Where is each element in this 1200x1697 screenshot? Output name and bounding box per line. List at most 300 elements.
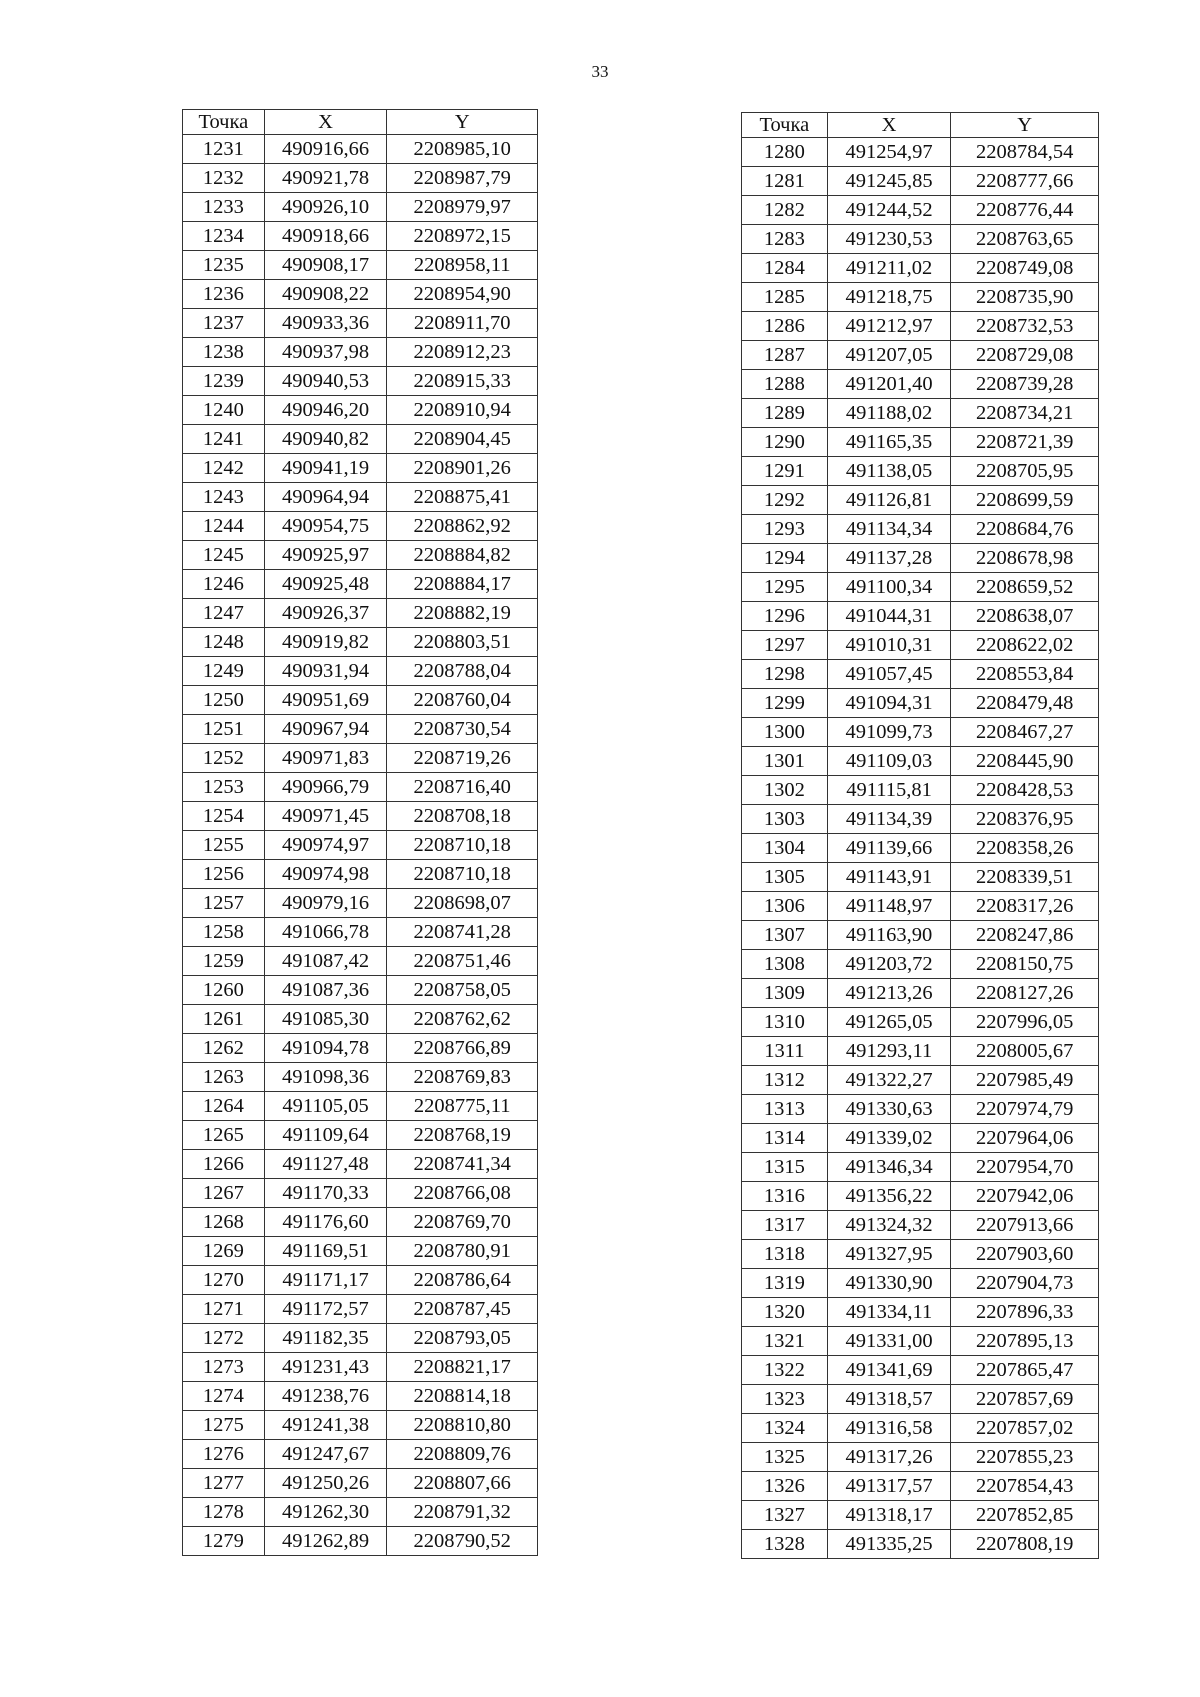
cell-x: 491318,17 [827,1501,951,1530]
cell-y: 2208791,32 [387,1498,538,1527]
cell-x: 490921,78 [264,164,387,193]
table-row [742,167,1099,196]
table-row [742,1443,1099,1472]
cell-y: 2208719,26 [387,744,538,773]
cell-y: 2207942,06 [951,1182,1099,1211]
cell-y: 2208958,11 [387,251,538,280]
cell-x: 491010,31 [827,631,951,660]
cell-point: 1253 [183,773,265,802]
table-row [183,1527,538,1556]
cell-y: 2208317,26 [951,892,1099,921]
cell-x: 491044,31 [827,602,951,631]
cell-point: 1231 [183,135,265,164]
table-row [183,657,538,686]
cell-x: 490941,19 [264,454,387,483]
cell-point: 1320 [742,1298,828,1327]
cell-y: 2208788,04 [387,657,538,686]
cell-point: 1271 [183,1295,265,1324]
cell-point: 1277 [183,1469,265,1498]
cell-point: 1237 [183,309,265,338]
cell-y: 2208684,76 [951,515,1099,544]
cell-point: 1311 [742,1037,828,1066]
cell-x: 491262,89 [264,1527,387,1556]
cell-point: 1244 [183,512,265,541]
cell-x: 490919,82 [264,628,387,657]
cell-point: 1302 [742,776,828,805]
cell-y: 2208972,15 [387,222,538,251]
cell-x: 490979,16 [264,889,387,918]
table-row [183,918,538,947]
table-row [742,892,1099,921]
cell-point: 1286 [742,312,828,341]
cell-y: 2207996,05 [951,1008,1099,1037]
table-row [742,805,1099,834]
cell-point: 1278 [183,1498,265,1527]
cell-x: 491241,38 [264,1411,387,1440]
cell-point: 1267 [183,1179,265,1208]
table-row [742,1037,1099,1066]
cell-x: 491245,85 [827,167,951,196]
table-row [183,976,538,1005]
cell-x: 491143,91 [827,863,951,892]
cell-point: 1265 [183,1121,265,1150]
cell-y: 2207913,66 [951,1211,1099,1240]
cell-x: 491137,28 [827,544,951,573]
cell-x: 491169,51 [264,1237,387,1266]
cell-x: 491109,64 [264,1121,387,1150]
cell-y: 2208901,26 [387,454,538,483]
table-row [742,254,1099,283]
cell-x: 490925,48 [264,570,387,599]
cell-x: 491100,34 [827,573,951,602]
cell-x: 491212,97 [827,312,951,341]
table-row [183,512,538,541]
table-row [742,138,1099,167]
cell-x: 491327,95 [827,1240,951,1269]
cell-y: 2208638,07 [951,602,1099,631]
cell-y: 2207865,47 [951,1356,1099,1385]
cell-point: 1259 [183,947,265,976]
cell-y: 2208875,41 [387,483,538,512]
cell-point: 1292 [742,486,828,515]
cell-point: 1288 [742,370,828,399]
cell-y: 2207854,43 [951,1472,1099,1501]
table-row [183,1295,538,1324]
cell-y: 2208912,23 [387,338,538,367]
cell-y: 2208467,27 [951,718,1099,747]
cell-y: 2208769,83 [387,1063,538,1092]
cell-x: 490951,69 [264,686,387,715]
cell-point: 1240 [183,396,265,425]
table-row [183,280,538,309]
cell-y: 2208766,89 [387,1034,538,1063]
cell-x: 491188,02 [827,399,951,428]
cell-y: 2207985,49 [951,1066,1099,1095]
cell-point: 1258 [183,918,265,947]
cell-y: 2208884,82 [387,541,538,570]
cell-point: 1251 [183,715,265,744]
table-row [742,979,1099,1008]
table-row [742,863,1099,892]
cell-y: 2208678,98 [951,544,1099,573]
cell-x: 490971,45 [264,802,387,831]
cell-point: 1299 [742,689,828,718]
cell-point: 1266 [183,1150,265,1179]
cell-y: 2208247,86 [951,921,1099,950]
cell-y: 2207896,33 [951,1298,1099,1327]
table-row [183,802,538,831]
cell-x: 491339,02 [827,1124,951,1153]
cell-point: 1303 [742,805,828,834]
cell-point: 1241 [183,425,265,454]
cell-x: 490967,94 [264,715,387,744]
cell-y: 2208734,21 [951,399,1099,428]
table-row [742,1124,1099,1153]
table-row [183,1005,538,1034]
coordinates-table-right [741,112,1099,1559]
cell-y: 2208911,70 [387,309,538,338]
cell-y: 2208807,66 [387,1469,538,1498]
cell-point: 1301 [742,747,828,776]
cell-y: 2208985,10 [387,135,538,164]
cell-point: 1262 [183,1034,265,1063]
cell-point: 1325 [742,1443,828,1472]
table-row [742,660,1099,689]
table-row [183,889,538,918]
table-row [183,1498,538,1527]
table-row [183,773,538,802]
table-row [742,1095,1099,1124]
cell-y: 2208810,80 [387,1411,538,1440]
cell-x: 490933,36 [264,309,387,338]
cell-y: 2208749,08 [951,254,1099,283]
header-y: Y [387,110,538,135]
table-row [742,1066,1099,1095]
cell-x: 491115,81 [827,776,951,805]
cell-x: 491330,63 [827,1095,951,1124]
cell-point: 1250 [183,686,265,715]
cell-x: 491094,78 [264,1034,387,1063]
cell-x: 490974,97 [264,831,387,860]
table-row [742,718,1099,747]
cell-y: 2208127,26 [951,979,1099,1008]
cell-point: 1248 [183,628,265,657]
table-row [742,283,1099,312]
cell-x: 491318,57 [827,1385,951,1414]
cell-y: 2208005,67 [951,1037,1099,1066]
cell-y: 2208762,62 [387,1005,538,1034]
cell-point: 1239 [183,367,265,396]
header-x: X [827,113,951,138]
cell-point: 1287 [742,341,828,370]
table-row [183,367,538,396]
cell-y: 2207855,23 [951,1443,1099,1472]
cell-x: 491201,40 [827,370,951,399]
table-row [183,1121,538,1150]
table-row [183,1208,538,1237]
cell-x: 491254,97 [827,138,951,167]
cell-point: 1315 [742,1153,828,1182]
cell-y: 2207904,73 [951,1269,1099,1298]
cell-point: 1274 [183,1382,265,1411]
cell-y: 2208698,07 [387,889,538,918]
table-row [183,715,538,744]
cell-x: 491105,05 [264,1092,387,1121]
cell-y: 2207808,19 [951,1530,1099,1559]
cell-x: 491172,57 [264,1295,387,1324]
cell-point: 1245 [183,541,265,570]
cell-point: 1284 [742,254,828,283]
cell-point: 1304 [742,834,828,863]
cell-point: 1255 [183,831,265,860]
table-row [742,921,1099,950]
cell-y: 2208705,95 [951,457,1099,486]
cell-point: 1300 [742,718,828,747]
table-row [183,686,538,715]
cell-x: 491317,26 [827,1443,951,1472]
cell-x: 491163,90 [827,921,951,950]
table-row [742,196,1099,225]
cell-x: 491335,25 [827,1530,951,1559]
cell-y: 2208803,51 [387,628,538,657]
cell-y: 2208659,52 [951,573,1099,602]
cell-x: 491085,30 [264,1005,387,1034]
cell-x: 491182,35 [264,1324,387,1353]
cell-point: 1322 [742,1356,828,1385]
cell-y: 2208776,44 [951,196,1099,225]
cell-x: 490971,83 [264,744,387,773]
table-row [183,425,538,454]
cell-y: 2208339,51 [951,863,1099,892]
cell-x: 490925,97 [264,541,387,570]
cell-x: 491127,48 [264,1150,387,1179]
cell-point: 1243 [183,483,265,512]
table-row [742,747,1099,776]
cell-point: 1232 [183,164,265,193]
cell-point: 1328 [742,1530,828,1559]
cell-y: 2207964,06 [951,1124,1099,1153]
table-row [183,1237,538,1266]
cell-y: 2208553,84 [951,660,1099,689]
cell-x: 491330,90 [827,1269,951,1298]
cell-point: 1314 [742,1124,828,1153]
cell-y: 2208987,79 [387,164,538,193]
cell-x: 490931,94 [264,657,387,686]
cell-x: 491087,42 [264,947,387,976]
cell-y: 2208769,70 [387,1208,538,1237]
cell-x: 491170,33 [264,1179,387,1208]
cell-y: 2208809,76 [387,1440,538,1469]
cell-y: 2207857,69 [951,1385,1099,1414]
cell-x: 491230,53 [827,225,951,254]
cell-point: 1235 [183,251,265,280]
table-row [183,1150,538,1179]
cell-point: 1318 [742,1240,828,1269]
cell-y: 2208766,08 [387,1179,538,1208]
cell-y: 2208780,91 [387,1237,538,1266]
table-row [183,541,538,570]
cell-x: 490940,53 [264,367,387,396]
table-row [183,193,538,222]
cell-x: 491331,00 [827,1327,951,1356]
cell-y: 2208732,53 [951,312,1099,341]
cell-x: 491148,97 [827,892,951,921]
cell-y: 2208910,94 [387,396,538,425]
cell-y: 2208884,17 [387,570,538,599]
table-row [742,457,1099,486]
cell-point: 1312 [742,1066,828,1095]
cell-x: 491317,57 [827,1472,951,1501]
cell-y: 2208730,54 [387,715,538,744]
cell-x: 490964,94 [264,483,387,512]
cell-point: 1263 [183,1063,265,1092]
header-x: X [264,110,387,135]
cell-x: 491334,11 [827,1298,951,1327]
table-row [742,1414,1099,1443]
cell-point: 1307 [742,921,828,950]
cell-y: 2208741,28 [387,918,538,947]
table-row [183,1411,538,1440]
table-row [183,164,538,193]
cell-y: 2208622,02 [951,631,1099,660]
table-row [742,1356,1099,1385]
cell-x: 491346,34 [827,1153,951,1182]
cell-point: 1249 [183,657,265,686]
table-row [183,1440,538,1469]
table-row [183,1063,538,1092]
cell-point: 1296 [742,602,828,631]
table-row [183,1034,538,1063]
cell-point: 1313 [742,1095,828,1124]
cell-point: 1268 [183,1208,265,1237]
table-row [183,1266,538,1295]
table-row [183,338,538,367]
cell-x: 491265,05 [827,1008,951,1037]
cell-point: 1283 [742,225,828,254]
cell-point: 1289 [742,399,828,428]
cell-point: 1317 [742,1211,828,1240]
cell-y: 2207954,70 [951,1153,1099,1182]
cell-point: 1233 [183,193,265,222]
table-row [183,860,538,889]
cell-x: 491109,03 [827,747,951,776]
cell-point: 1306 [742,892,828,921]
table-row [742,312,1099,341]
table-row [742,776,1099,805]
cell-y: 2208787,45 [387,1295,538,1324]
cell-x: 491293,11 [827,1037,951,1066]
cell-x: 491244,52 [827,196,951,225]
table-row [183,396,538,425]
cell-point: 1293 [742,515,828,544]
cell-point: 1273 [183,1353,265,1382]
cell-y: 2208790,52 [387,1527,538,1556]
cell-y: 2207903,60 [951,1240,1099,1269]
cell-point: 1276 [183,1440,265,1469]
table-row [742,1385,1099,1414]
cell-point: 1280 [742,138,828,167]
table-row [742,515,1099,544]
cell-x: 490954,75 [264,512,387,541]
cell-point: 1269 [183,1237,265,1266]
table-row [183,599,538,628]
table-row [183,309,538,338]
table-row [742,950,1099,979]
cell-y: 2208358,26 [951,834,1099,863]
header-point: Точка [742,113,828,138]
cell-y: 2208777,66 [951,167,1099,196]
cell-point: 1316 [742,1182,828,1211]
table-row [183,1179,538,1208]
cell-y: 2208699,59 [951,486,1099,515]
cell-x: 491139,66 [827,834,951,863]
cell-x: 491066,78 [264,918,387,947]
cell-y: 2208758,05 [387,976,538,1005]
cell-y: 2208760,04 [387,686,538,715]
cell-y: 2208915,33 [387,367,538,396]
cell-x: 491231,43 [264,1353,387,1382]
table-row [742,341,1099,370]
cell-y: 2208775,11 [387,1092,538,1121]
cell-y: 2208739,28 [951,370,1099,399]
table-row [742,1182,1099,1211]
table-row [742,428,1099,457]
table-row [183,1324,538,1353]
cell-x: 491176,60 [264,1208,387,1237]
cell-y: 2207895,13 [951,1327,1099,1356]
cell-point: 1254 [183,802,265,831]
cell-point: 1309 [742,979,828,1008]
cell-point: 1327 [742,1501,828,1530]
table-row [183,1382,538,1411]
cell-point: 1247 [183,599,265,628]
cell-point: 1294 [742,544,828,573]
cell-y: 2207857,02 [951,1414,1099,1443]
table-row [742,1008,1099,1037]
cell-y: 2208428,53 [951,776,1099,805]
cell-x: 491138,05 [827,457,951,486]
cell-point: 1236 [183,280,265,309]
cell-x: 491134,34 [827,515,951,544]
cell-point: 1260 [183,976,265,1005]
cell-x: 491134,39 [827,805,951,834]
table-row [183,744,538,773]
cell-point: 1257 [183,889,265,918]
cell-y: 2207852,85 [951,1501,1099,1530]
cell-x: 491171,17 [264,1266,387,1295]
cell-x: 491316,58 [827,1414,951,1443]
cell-x: 491203,72 [827,950,951,979]
cell-x: 491322,27 [827,1066,951,1095]
cell-x: 491207,05 [827,341,951,370]
cell-point: 1282 [742,196,828,225]
table-row [183,251,538,280]
cell-x: 490926,10 [264,193,387,222]
cell-x: 491094,31 [827,689,951,718]
table-row [742,225,1099,254]
cell-point: 1246 [183,570,265,599]
cell-y: 2208710,18 [387,831,538,860]
cell-point: 1252 [183,744,265,773]
cell-y: 2208729,08 [951,341,1099,370]
table-row [183,1353,538,1382]
cell-x: 491087,36 [264,976,387,1005]
cell-x: 491250,26 [264,1469,387,1498]
cell-point: 1264 [183,1092,265,1121]
cell-point: 1323 [742,1385,828,1414]
page-number: 33 [591,62,609,81]
cell-y: 2208793,05 [387,1324,538,1353]
